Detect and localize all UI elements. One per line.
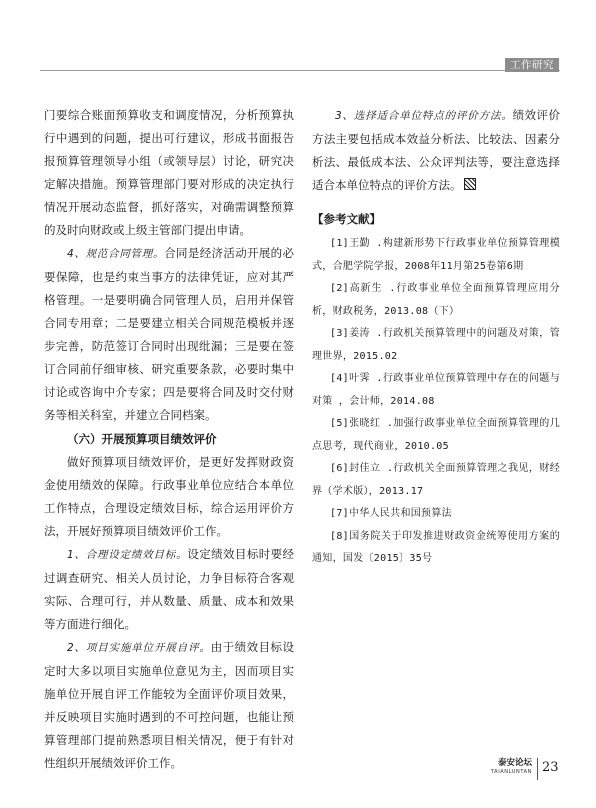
- paragraph-self-evaluation: [44, 636, 294, 775]
- header-rule: [40, 70, 560, 71]
- paragraph-performance-intro: 做好预算项目绩效评价，是更好发挥财政资金使用绩效的保障。行政事业单位应结合本单位工作特点，合理设定绩效目标，综合运用评价方法，开展好预算项目绩效评价工作。: [44, 455, 294, 538]
- journal-name: 泰安论坛: [497, 758, 532, 768]
- reference-item: [5]张晓红 .加强行政事业单位全面预算管理的几点思考，现代商业，2010.05: [312, 418, 560, 452]
- item-heading: 3、选择适合单位特点的评价方法。: [335, 110, 513, 122]
- reference-item: [3]姜涛 .行政机关预算管理中的问题及对策，管理世界，2015.02: [312, 328, 560, 362]
- reference-item: [2]高新生 .行政事业单位全面预算管理应用分析，财政税务，2013.08（下）: [312, 283, 560, 317]
- right-column: [312, 104, 560, 571]
- paragraph-set-targets: [44, 543, 294, 636]
- paragraph-continuation: 门要综合账面预算收支和调度情况，分析预算执行中遇到的问题，提出可行建议，形成书面报告报预算管理领导小组（或领导层）讨论，研究决定解决措施。预算管理部门要对形成的决定执行情况开展动态监督，抓好落实，对确需调整预算的及时向财政或上级主管部门提出申请。: [44, 108, 294, 237]
- footer-divider: [537, 758, 538, 780]
- references-list: [312, 233, 560, 571]
- paragraph-body: 由于绩效目标设定时大多以项目实施单位意见为主，因而项目实施单位开展自评工作能较为全面评价项目效果，并反映项目实施时遇到的不可控问题，也能让预算管理部门提前熟悉项目相关情况，便于有针对性组织开展绩效评价工作。: [44, 640, 294, 770]
- journal-name-latin: TAIANLUNTAN: [490, 769, 532, 775]
- reference-item: [6]封佳立 .行政机关全面预算管理之我见，财经界（学术版），2013.17: [312, 463, 560, 497]
- paragraph-contract-management: [44, 242, 294, 427]
- paragraph-body: 合同是经济活动开展的必要保障，也是约束当事方的法律凭证，应对其严格管理。一是要明确合同管理人员，启用并保管合同专用章；二是要建立相关合同规范模板并逐步完善，防范签订合同时出现纰漏；三是要在签订合同前仔细审核、研究重要条款，必要时集中讨论或咨询中介专家；四是要将合同及时交付财务等相关科室，并建立合同档案。: [44, 246, 295, 422]
- reference-item: [8]国务院关于印发推进财政资金统筹使用方案的通知，国发〔2015〕35号: [312, 530, 560, 564]
- section-heading: （六）开展预算项目绩效评价: [67, 432, 217, 446]
- reference-item: [4]叶霁 .行政事业单位预算管理中存在的问题与对策 ，会计师，2014.08: [312, 373, 560, 407]
- item-heading: 2、项目实施单位开展自评。: [67, 642, 211, 654]
- reference-item: [1]王勤 .构建新形势下行政事业单位预算管理模式，合肥学院学报，2008年11月第25卷第6期: [312, 238, 560, 272]
- section-label: 工作研究: [505, 58, 559, 72]
- journal-brand: [484, 758, 532, 776]
- paragraph-body: 设定绩效目标时要经过调查研究、相关人员讨论，力争目标符合客观实际、合理可行，并从数量、质量、成本和效果等方面进行细化。: [44, 547, 294, 631]
- left-column: [44, 104, 294, 775]
- item-heading: 4、规范合同管理。: [67, 248, 165, 260]
- end-of-article-icon: [464, 178, 476, 190]
- item-heading: 1、合理设定绩效目标。: [67, 549, 188, 561]
- paragraph-evaluation-methods: [312, 104, 560, 197]
- references-title: 【参考文献】: [312, 212, 381, 226]
- reference-item: [7]中华人民共和国预算法: [330, 508, 452, 519]
- paragraph-body: 绩效评价方法主要包括成本效益分析法、比较法、因素分析法、最低成本法、公众评判法等，要注意选择适合本单位特点的评价方法。: [312, 108, 560, 192]
- page-number: 23: [542, 760, 559, 775]
